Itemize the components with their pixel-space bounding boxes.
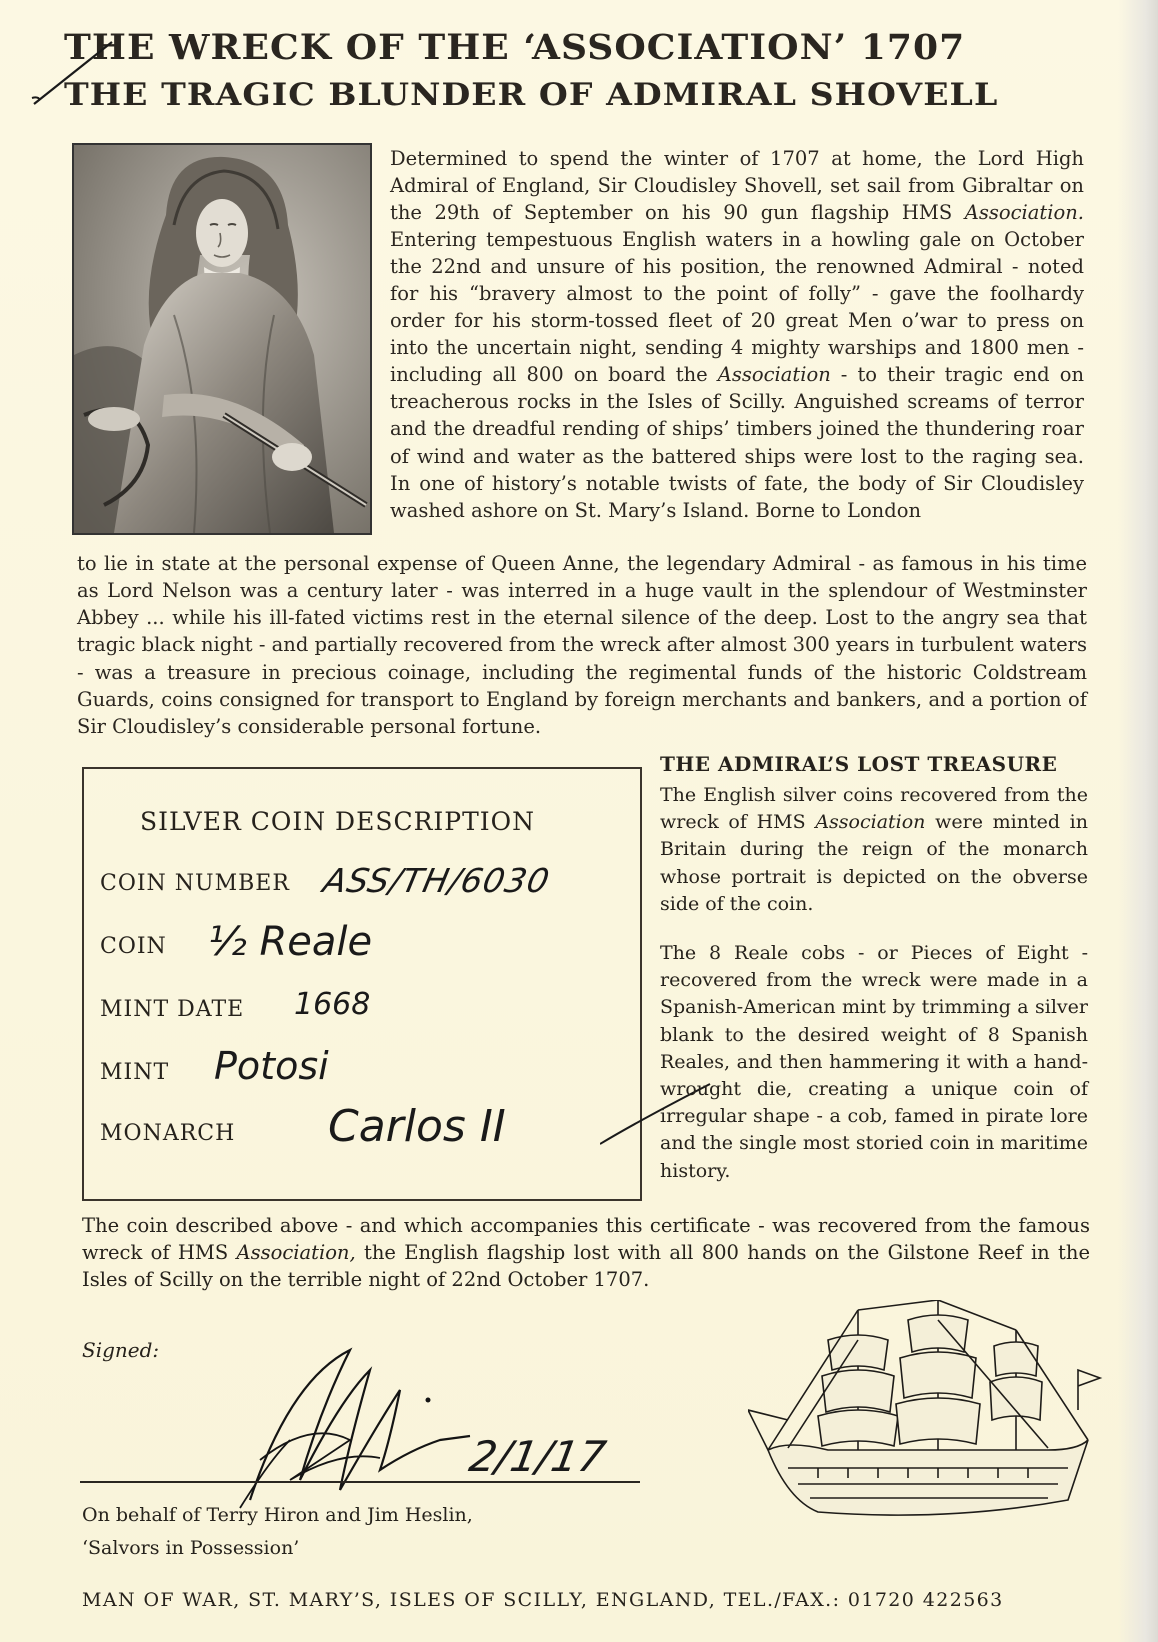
- certificate-statement: The coin described above - and which accompanies this certificate - was recovered from the famous wreck of HMS Association, the English flagship lost with all 800 hands on the Gilstone Reef in the Isles of Scilly on the terrible night of 22nd October 1707.: [82, 1214, 1090, 1291]
- coin-box-title: SILVER COIN DESCRIPTION: [140, 807, 536, 836]
- title-line-2: THE TRAGIC BLUNDER OF ADMIRAL SHOVELL: [64, 77, 999, 113]
- footer-address: MAN OF WAR, ST. MARY’S, ISLES OF SCILLY, ENGLAND, TEL./FAX.: 01720 422563: [82, 1589, 1004, 1611]
- coin-value: ½ Reale: [208, 919, 373, 965]
- treasure-title: THE ADMIRAL’S LOST TREASURE: [660, 752, 1058, 776]
- monarch-value: Carlos II: [328, 1101, 506, 1152]
- mint-date-value: 1668: [294, 987, 371, 1022]
- treasure-paragraph-2: The 8 Reale cobs - or Pieces of Eight - recovered from the wreck were made in a Spanish-American mint by trimming a silver blank to the desired weight of 8 Spanish Reales, and then hammering it with a hand-wrought die, creating a unique coin of irregular shape - a cob, famed in pirate lore and the single most storied coin in maritime history.: [660, 942, 1088, 1182]
- on-behalf-text: [82, 1499, 473, 1565]
- coin-description-box: [82, 767, 642, 1201]
- signature-line: [80, 1481, 640, 1483]
- treasure-paragraph-1: The English silver coins recovered from the wreck of HMS Association were minted in Britain during the reign of the monarch whose portrait is depicted on the obverse side of the coin.: [660, 784, 1088, 915]
- on-behalf-line-1: On behalf of Terry Hiron and Jim Heslin,: [82, 1504, 473, 1526]
- coin-label: COIN: [100, 934, 167, 959]
- coin-number-value: ASS/TH/6030: [319, 861, 554, 900]
- monarch-label: MONARCH: [100, 1121, 236, 1146]
- handwritten-signature: [230, 1340, 480, 1510]
- title-line-1: THE WRECK OF THE ‘ASSOCIATION’ 1707: [64, 27, 966, 68]
- coin-number-label: COIN NUMBER: [100, 871, 290, 896]
- intro-paragraph: Determined to spend the winter of 1707 at home, the Lord High Admiral of England, Sir Cloudisley Shovell, set sail from Gibraltar on the 29th of September on his 90 gun flagship HMS Association. Entering tempestuous English waters in a howling gale on October the 22nd and unsure of his position, the renowned Admiral - noted for his “bravery almost to the point of folly” - gave the foolhardy order for his storm-tossed fleet of 20 great Men o’war to press on into the uncertain night, sending 4 mighty warships and 1800 men - including all 800 on board the Association - to their tragic end on treacherous rocks in the Isles of Scilly. Anguished screams of terror and the dreadful rending of ships’ timbers joined the thundering roar of wind and water as the battered ships were lost to the raging sea. In one of history’s notable twists of fate, the body of Sir Cloudisley washed ashore on St. Mary’s Island. Borne to London: [390, 146, 1085, 522]
- intro-paragraph-continued: to lie in state at the personal expense of Queen Anne, the legendary Admiral - as famous in his time as Lord Nelson was a century later - was interred in a huge vault in the splendour of Westminster Abbey ... while his ill-fated victims rest in the eternal silence of the deep. Lost to the angry sea that tragic black night - and partially recovered from the wreck after almost 300 years in turbulent waters - was a treasure in precious coinage, including the regimental funds of the historic Coldstream Guards, coins consigned for transport to England by foreign merchants and bankers, and a portion of Sir Cloudisley’s considerable personal fortune.: [77, 551, 1087, 739]
- mint-label: MINT: [100, 1060, 170, 1085]
- on-behalf-line-2: ‘Salvors in Possession’: [82, 1537, 300, 1559]
- signature-date: 2/1/17: [465, 1432, 610, 1481]
- signed-label: Signed:: [82, 1338, 160, 1362]
- sailing-ship-illustration: [748, 1300, 1104, 1540]
- mint-value: Potosi: [214, 1044, 329, 1088]
- admiral-portrait: [72, 143, 372, 535]
- mint-date-label: MINT DATE: [100, 997, 245, 1022]
- pen-stroke-mark: [30, 38, 120, 108]
